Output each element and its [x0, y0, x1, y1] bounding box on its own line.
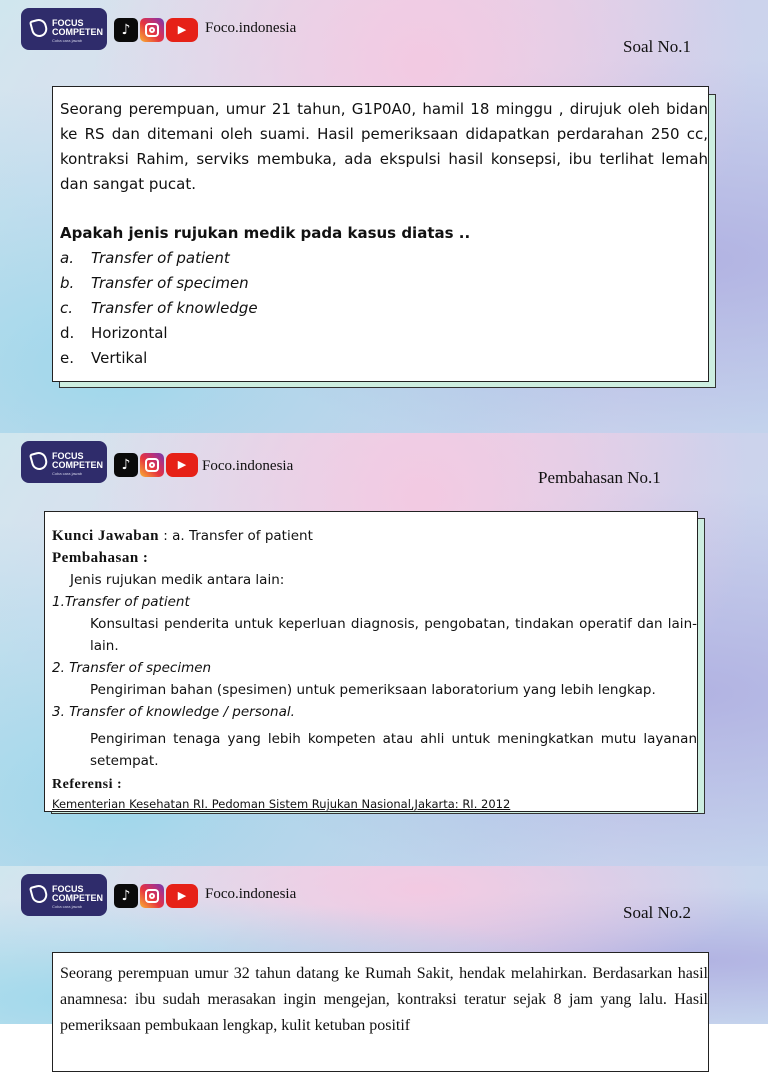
slide-soal-2 [0, 866, 768, 1034]
instagram-icon[interactable] [140, 884, 164, 908]
slide-title: Soal No.2 [623, 903, 691, 922]
logo-text-line1: FOCUS [52, 18, 84, 28]
logo-tagline: Coba cara jawab [52, 38, 83, 43]
discussion-intro: Jenis rujukan medik antara lain: [70, 572, 285, 588]
reference-text: Kementerian Kesehatan RI. Pedoman Sistem Rujukan Nasional,Jakarta: RI. 2012 [52, 797, 511, 811]
focus-competen-logo [21, 441, 107, 483]
slide-title: Soal No.1 [623, 37, 691, 56]
item-3-body: Pengiriman tenaga yang lebih kompeten atau ahli untuk meningkatkan mutu layanan setempat. [90, 731, 697, 769]
item-3-heading: 3. Transfer of knowledge / personal. [52, 704, 295, 720]
logo-text-line2: COMPETEN [52, 893, 104, 903]
option-d[interactable]: d. Horizontal [60, 324, 168, 342]
answer-card [44, 511, 698, 812]
option-e[interactable]: e. Vertikal [60, 349, 148, 367]
item-1-body: Konsultasi penderita untuk keperluan diagnosis, pengobatan, tindakan operatif dan lain-lain. [90, 616, 697, 654]
instagram-icon[interactable] [140, 453, 164, 477]
logo-mark-icon [29, 883, 49, 905]
question-text: Seorang perempuan umur 32 tahun datang ke Rumah Sakit, hendak melahirkan. Berdasarkan hasil anamnesa: ibu sudah merasakan ingin mengejan, kontraksi teratur sejak 8 jam yang lalu. Hasil pemeriksaan pembukaan lengkap, kulit ketuban positif [60, 965, 708, 1034]
tiktok-icon[interactable]: ♪ [114, 453, 138, 477]
youtube-icon[interactable]: ▶ [166, 884, 198, 908]
brand-handle: Foco.indonesia [205, 20, 297, 36]
slide-title: Pembahasan No.1 [538, 468, 661, 487]
logo-text-line1: FOCUS [52, 884, 84, 894]
item-1-heading: 1.Transfer of patient [52, 594, 190, 610]
tiktok-icon[interactable]: ♪ [114, 18, 138, 42]
option-b[interactable]: b. Transfer of specimen [60, 274, 249, 292]
logo-mark-icon [29, 450, 49, 472]
instagram-icon[interactable] [140, 18, 164, 42]
answer-key-row [52, 525, 697, 547]
answer-key-label: Kunci Jawaban [52, 528, 159, 544]
logo-tagline: Coba cara jawab [52, 471, 83, 476]
answer-key-sep: : [163, 528, 168, 544]
question-text: Seorang perempuan, umur 21 tahun, G1P0A0, hamil 18 minggu , dirujuk oleh bidan ke RS dan ditemani oleh suami. Hasil pemeriksaan didapatkan perdarahan 250 cc, kontraksi Rahim, serviks membuka, ada ekspulsi hasil konsepsi, ibu terlihat lemah dan sangat pucat. [60, 100, 708, 193]
option-c[interactable]: c. Transfer of knowledge [60, 299, 258, 317]
logo-tagline: Coba cara jawab [52, 904, 83, 909]
logo-text-line1: FOCUS [52, 451, 84, 461]
question-card [52, 86, 709, 382]
brand-handle: Foco.indonesia [205, 886, 297, 902]
question-card [52, 952, 709, 1072]
logo-text-line2: COMPETEN [52, 460, 104, 470]
item-2-body: Pengiriman bahan (spesimen) untuk pemeriksaan laboratorium yang lebih lengkap. [90, 682, 656, 698]
youtube-icon[interactable]: ▶ [166, 453, 198, 477]
brand-handle: Foco.indonesia [202, 458, 294, 474]
answer-key-value: a. Transfer of patient [172, 528, 313, 544]
focus-competen-logo [21, 8, 107, 50]
tiktok-icon[interactable]: ♪ [114, 884, 138, 908]
slide-soal-1 [0, 0, 768, 433]
discussion-label: Pembahasan : [52, 550, 149, 566]
logo-mark-icon [29, 17, 49, 39]
logo-text-line2: COMPETEN [52, 27, 104, 37]
option-a[interactable]: a. Transfer of patient [60, 249, 230, 267]
youtube-icon[interactable]: ▶ [166, 18, 198, 42]
reference-label: Referensi : [52, 777, 123, 792]
item-2-heading: 2. Transfer of specimen [52, 660, 212, 676]
question-prompt: Apakah jenis rujukan medik pada kasus diatas .. [60, 224, 471, 242]
slide-pembahasan-1 [0, 433, 768, 866]
focus-competen-logo [21, 874, 107, 916]
